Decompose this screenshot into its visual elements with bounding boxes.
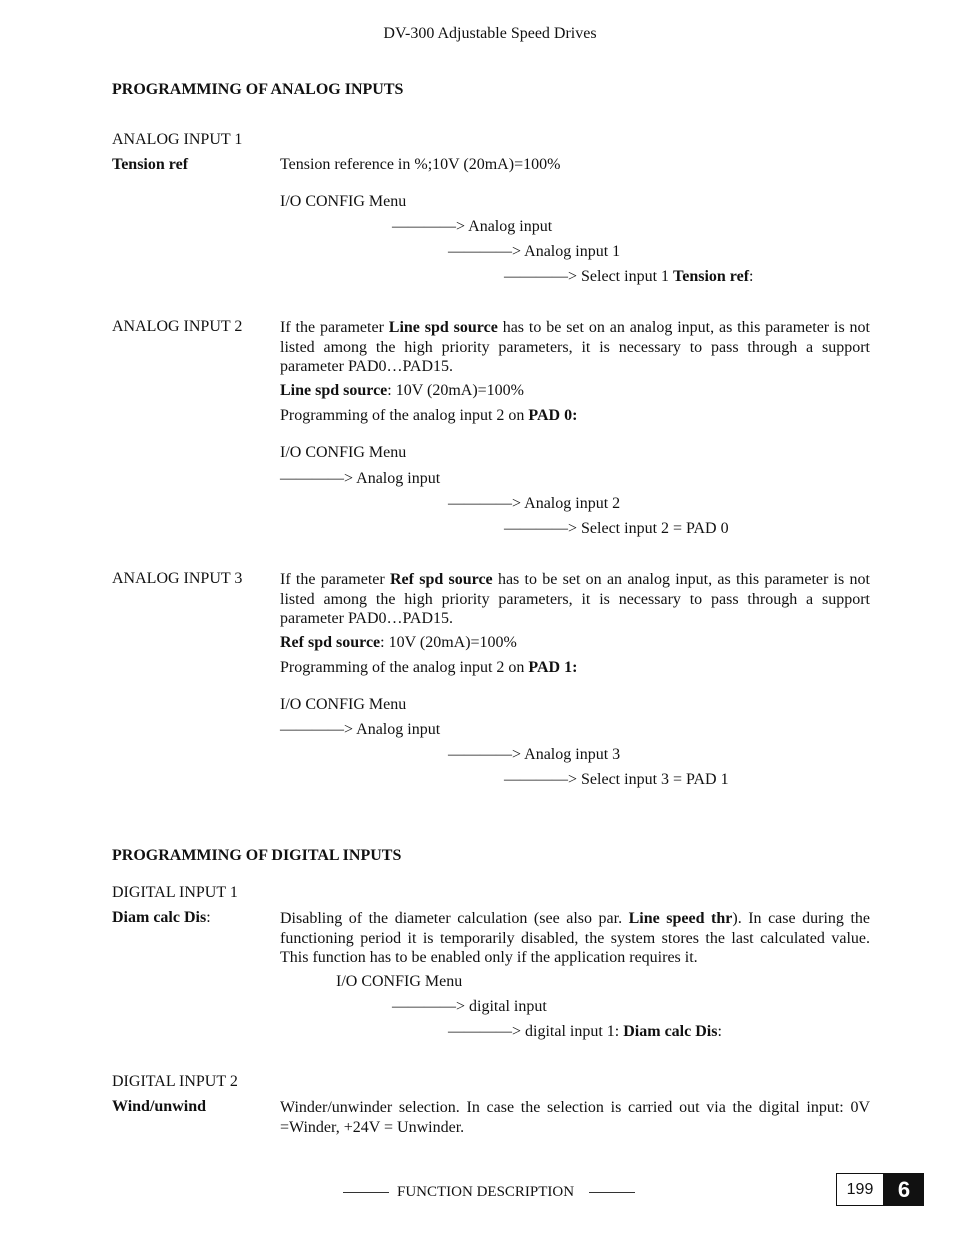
- digital-input-1-desc: Disabling of the diameter calculation (see also par. Line speed thr). In case during the functioning period it is temporarily disabled, the system stores the last calculated value. This function has to be enabled only if the application requires it.: [280, 910, 871, 966]
- analog-input-3-menu: I/O CONFIG Menu: [280, 696, 407, 713]
- analog-input-1-step-3: ————> Select input 1 Tension ref:: [504, 268, 754, 285]
- digital-input-1-step-1: ————> digital input: [392, 998, 547, 1015]
- analog-input-1-step-2: ————> Analog input 1: [448, 243, 621, 260]
- section-heading-analog: PROGRAMMING OF ANALOG INPUTS: [112, 81, 404, 98]
- analog-input-3-step-1: ————> Analog input: [280, 721, 441, 738]
- digital-input-2-param: Wind/unwind: [112, 1098, 206, 1115]
- analog-input-1-step-1: ————> Analog input: [392, 218, 553, 235]
- analog-input-3-source: Ref spd source: 10V (20mA)=100%: [280, 634, 517, 651]
- digital-input-1-param: Diam calc Dis:: [112, 909, 211, 926]
- footer-rule-right: [589, 1192, 635, 1193]
- analog-input-3-desc: If the parameter Ref spd source has to be set on an analog input, as this parameter is not listed among the high priority parameters, it is necessary to pass through a support parameter PAD0…PAD15.: [280, 571, 870, 627]
- analog-input-1-menu: I/O CONFIG Menu: [280, 193, 407, 210]
- footer-section-title: FUNCTION DESCRIPTION: [397, 1184, 575, 1200]
- analog-input-2-step-2: ————> Analog input 2: [448, 495, 621, 512]
- digital-input-1-menu: I/O CONFIG Menu: [336, 973, 463, 990]
- digital-input-1-label: DIGITAL INPUT 1: [112, 884, 238, 901]
- analog-input-3-programming: Programming of the analog input 2 on PAD 1:: [280, 659, 578, 676]
- analog-input-2-source: Line spd source: 10V (20mA)=100%: [280, 382, 524, 399]
- analog-input-1-param: Tension ref: [112, 156, 189, 173]
- analog-input-1-label: ANALOG INPUT 1: [112, 131, 243, 148]
- analog-input-3-step-2: ————> Analog input 3: [448, 746, 621, 763]
- digital-input-2-label: DIGITAL INPUT 2: [112, 1073, 238, 1090]
- digital-input-2-desc: Winder/unwinder selection. In case the selection is carried out via the digital input: 0V =Winder, +24V = Unwinder.: [280, 1099, 870, 1136]
- analog-input-1-desc: Tension reference in %;10V (20mA)=100%: [280, 156, 561, 173]
- analog-input-2-label: ANALOG INPUT 2: [112, 318, 243, 335]
- section-heading-digital: PROGRAMMING OF DIGITAL INPUTS: [112, 847, 402, 864]
- analog-input-3-label: ANALOG INPUT 3: [112, 570, 243, 587]
- analog-input-2-step-3: ————> Select input 2 = PAD 0: [504, 520, 729, 537]
- analog-input-2-menu: I/O CONFIG Menu: [280, 444, 407, 461]
- chapter-tab: 6: [884, 1173, 924, 1206]
- analog-input-2-programming: Programming of the analog input 2 on PAD 0:: [280, 407, 578, 424]
- running-header: DV-300 Adjustable Speed Drives: [383, 25, 597, 42]
- analog-input-3-step-3: ————> Select input 3 = PAD 1: [504, 771, 729, 788]
- page-number: 199: [836, 1173, 884, 1206]
- analog-input-2-step-1: ————> Analog input: [280, 470, 441, 487]
- digital-input-1-step-2: ————> digital input 1: Diam calc Dis:: [448, 1023, 722, 1040]
- footer-rule-left: [343, 1192, 389, 1193]
- analog-input-2-desc: If the parameter Line spd source has to be set on an analog input, as this parameter is not listed among the high priority parameters, it is necessary to pass through a support parameter PAD0…PAD15.: [280, 319, 870, 375]
